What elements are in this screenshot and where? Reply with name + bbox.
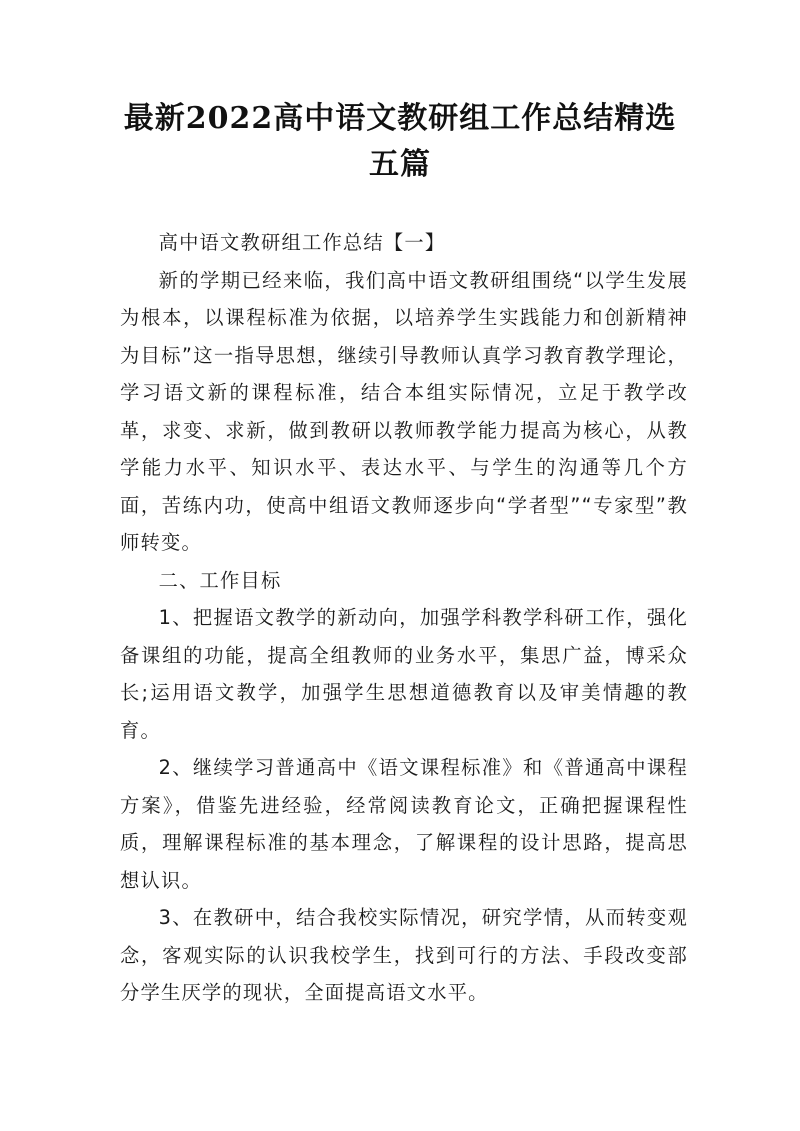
body-paragraph: 新的学期已经来临，我们高中语文教研组围绕“以学生发展为根本，以课程标准为依据，以培养学生实践能力和创新精神为目标”这一指导思想，继续引导教师认真学习教育教学理论，学习语文新的课程标准，结合本组实际情况，立足于教学改革，求变、求新，做到教研以教师教学能力提高为核心，从教学能力水平、知识水平、表达水平、与学生的沟通等几个方面，苦练内功，使高中组语文教师逐步向“学者型”“专家型”教师转变。 [120, 268, 688, 554]
body-paragraph: 2、继续学习普通高中《语文课程标准》和《普通高中课程方案》，借鉴先进经验，经常阅读教育论文，正确把握课程性质，理解课程标准的基本理念，了解课程的设计思路，提高思想认识。 [120, 756, 688, 892]
document-body [120, 224, 688, 1012]
section-heading-1: 高中语文教研组工作总结【一】 [158, 231, 446, 254]
body-paragraph: 1、把握语文教学的新动向，加强学科教学科研工作，强化备课组的功能，提高全组教师的业务水平，集思广益，博采众长;运用语文教学，加强学生思想道德教育以及审美情趣的教育。 [120, 606, 688, 742]
body-paragraph: 3、在教研中，结合我校实际情况，研究学情，从而转变观念，客观实际的认识我校学生，找到可行的方法、手段改变部分学生厌学的现状，全面提高语文水平。 [120, 906, 688, 1004]
document-title: 最新2022高中语文教研组工作总结精选五篇 [123, 101, 677, 182]
section-heading-2: 二、工作目标 [158, 568, 282, 592]
